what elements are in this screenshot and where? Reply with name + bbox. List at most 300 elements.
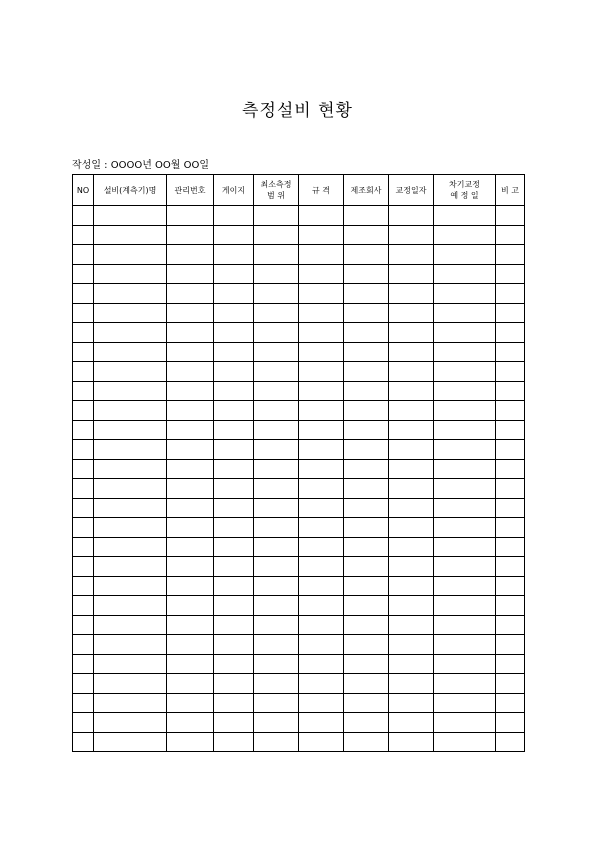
cell-next-calibration-date[interactable]: [434, 225, 496, 245]
cell-management-number[interactable]: [167, 693, 214, 713]
cell-gauge[interactable]: [214, 362, 254, 382]
cell-gauge[interactable]: [214, 303, 254, 323]
cell-next-calibration-date[interactable]: [434, 284, 496, 304]
cell-equipment-name[interactable]: [94, 206, 167, 226]
cell-remarks[interactable]: [496, 654, 525, 674]
cell-calibration-date[interactable]: [389, 420, 434, 440]
cell-remarks[interactable]: [496, 596, 525, 616]
cell-min-measure-range[interactable]: [254, 401, 299, 421]
cell-next-calibration-date[interactable]: [434, 693, 496, 713]
cell-remarks[interactable]: [496, 459, 525, 479]
cell-spec[interactable]: [299, 284, 344, 304]
cell-next-calibration-date[interactable]: [434, 440, 496, 460]
table-row: [73, 284, 525, 304]
table-row: [73, 440, 525, 460]
cell-min-measure-range[interactable]: [254, 303, 299, 323]
cell-min-measure-range[interactable]: [254, 654, 299, 674]
cell-no[interactable]: [73, 362, 94, 382]
date-line: 작성일 : OOOO년 OO월 OO일: [72, 160, 210, 171]
cell-calibration-date[interactable]: [389, 498, 434, 518]
cell-spec[interactable]: [299, 518, 344, 538]
cell-calibration-date[interactable]: [389, 615, 434, 635]
cell-min-measure-range[interactable]: [254, 596, 299, 616]
cell-min-measure-range[interactable]: [254, 459, 299, 479]
cell-remarks[interactable]: [496, 440, 525, 460]
cell-remarks[interactable]: [496, 557, 525, 577]
cell-manufacturer[interactable]: [344, 420, 389, 440]
cell-manufacturer[interactable]: [344, 284, 389, 304]
cell-management-number[interactable]: [167, 245, 214, 265]
cell-gauge[interactable]: [214, 596, 254, 616]
cell-no[interactable]: [73, 693, 94, 713]
cell-management-number[interactable]: [167, 654, 214, 674]
cell-calibration-date[interactable]: [389, 596, 434, 616]
cell-no[interactable]: [73, 420, 94, 440]
cell-manufacturer[interactable]: [344, 245, 389, 265]
cell-no[interactable]: [73, 323, 94, 343]
cell-no[interactable]: [73, 557, 94, 577]
cell-spec[interactable]: [299, 615, 344, 635]
cell-gauge[interactable]: [214, 459, 254, 479]
table-row: [73, 615, 525, 635]
cell-next-calibration-date[interactable]: [434, 576, 496, 596]
cell-equipment-name[interactable]: [94, 654, 167, 674]
cell-equipment-name[interactable]: [94, 693, 167, 713]
cell-equipment-name[interactable]: [94, 264, 167, 284]
cell-next-calibration-date[interactable]: [434, 635, 496, 655]
cell-equipment-name[interactable]: [94, 342, 167, 362]
cell-calibration-date[interactable]: [389, 362, 434, 382]
cell-spec[interactable]: [299, 732, 344, 752]
cell-calibration-date[interactable]: [389, 342, 434, 362]
cell-gauge[interactable]: [214, 440, 254, 460]
cell-management-number[interactable]: [167, 284, 214, 304]
cell-calibration-date[interactable]: [389, 303, 434, 323]
cell-next-calibration-date[interactable]: [434, 342, 496, 362]
cell-min-measure-range[interactable]: [254, 206, 299, 226]
cell-min-measure-range[interactable]: [254, 342, 299, 362]
cell-min-measure-range[interactable]: [254, 440, 299, 460]
cell-no[interactable]: [73, 518, 94, 538]
cell-equipment-name[interactable]: [94, 381, 167, 401]
cell-min-measure-range[interactable]: [254, 732, 299, 752]
cell-gauge[interactable]: [214, 654, 254, 674]
cell-calibration-date[interactable]: [389, 323, 434, 343]
cell-gauge[interactable]: [214, 284, 254, 304]
cell-gauge[interactable]: [214, 557, 254, 577]
cell-next-calibration-date[interactable]: [434, 654, 496, 674]
cell-no[interactable]: [73, 264, 94, 284]
cell-next-calibration-date[interactable]: [434, 420, 496, 440]
cell-manufacturer[interactable]: [344, 342, 389, 362]
cell-equipment-name[interactable]: [94, 401, 167, 421]
table-row: [73, 245, 525, 265]
cell-calibration-date[interactable]: [389, 557, 434, 577]
cell-min-measure-range[interactable]: [254, 615, 299, 635]
cell-spec[interactable]: [299, 576, 344, 596]
cell-remarks[interactable]: [496, 576, 525, 596]
cell-calibration-date[interactable]: [389, 654, 434, 674]
cell-equipment-name[interactable]: [94, 284, 167, 304]
cell-management-number[interactable]: [167, 440, 214, 460]
cell-next-calibration-date[interactable]: [434, 674, 496, 694]
cell-no[interactable]: [73, 615, 94, 635]
cell-remarks[interactable]: [496, 713, 525, 733]
cell-remarks[interactable]: [496, 303, 525, 323]
cell-manufacturer[interactable]: [344, 518, 389, 538]
cell-manufacturer[interactable]: [344, 674, 389, 694]
cell-manufacturer[interactable]: [344, 498, 389, 518]
cell-gauge[interactable]: [214, 206, 254, 226]
header-spec: 규 격: [299, 175, 344, 206]
cell-spec[interactable]: [299, 420, 344, 440]
cell-remarks[interactable]: [496, 479, 525, 499]
cell-no[interactable]: [73, 342, 94, 362]
cell-management-number[interactable]: [167, 459, 214, 479]
cell-min-measure-range[interactable]: [254, 713, 299, 733]
cell-gauge[interactable]: [214, 713, 254, 733]
cell-no[interactable]: [73, 225, 94, 245]
cell-manufacturer[interactable]: [344, 459, 389, 479]
cell-min-measure-range[interactable]: [254, 420, 299, 440]
cell-calibration-date[interactable]: [389, 245, 434, 265]
header-row: [73, 175, 525, 206]
cell-management-number[interactable]: [167, 635, 214, 655]
cell-calibration-date[interactable]: [389, 206, 434, 226]
cell-gauge[interactable]: [214, 537, 254, 557]
cell-gauge[interactable]: [214, 264, 254, 284]
cell-manufacturer[interactable]: [344, 264, 389, 284]
cell-remarks[interactable]: [496, 381, 525, 401]
table-row: [73, 576, 525, 596]
cell-no[interactable]: [73, 206, 94, 226]
cell-spec[interactable]: [299, 401, 344, 421]
cell-equipment-name[interactable]: [94, 713, 167, 733]
cell-remarks[interactable]: [496, 635, 525, 655]
cell-remarks[interactable]: [496, 401, 525, 421]
cell-calibration-date[interactable]: [389, 440, 434, 460]
cell-management-number[interactable]: [167, 381, 214, 401]
cell-manufacturer[interactable]: [344, 362, 389, 382]
cell-management-number[interactable]: [167, 615, 214, 635]
cell-next-calibration-date[interactable]: [434, 303, 496, 323]
header-remarks: 비 고: [496, 175, 525, 206]
cell-gauge[interactable]: [214, 635, 254, 655]
cell-equipment-name[interactable]: [94, 362, 167, 382]
cell-min-measure-range[interactable]: [254, 498, 299, 518]
cell-management-number[interactable]: [167, 479, 214, 499]
cell-calibration-date[interactable]: [389, 479, 434, 499]
table-row: [73, 362, 525, 382]
cell-gauge[interactable]: [214, 420, 254, 440]
cell-equipment-name[interactable]: [94, 323, 167, 343]
cell-no[interactable]: [73, 654, 94, 674]
cell-remarks[interactable]: [496, 284, 525, 304]
cell-min-measure-range[interactable]: [254, 479, 299, 499]
cell-equipment-name[interactable]: [94, 225, 167, 245]
cell-spec[interactable]: [299, 206, 344, 226]
cell-next-calibration-date[interactable]: [434, 518, 496, 538]
cell-manufacturer[interactable]: [344, 303, 389, 323]
cell-no[interactable]: [73, 381, 94, 401]
cell-next-calibration-date[interactable]: [434, 557, 496, 577]
cell-calibration-date[interactable]: [389, 225, 434, 245]
cell-calibration-date[interactable]: [389, 401, 434, 421]
cell-min-measure-range[interactable]: [254, 284, 299, 304]
cell-no[interactable]: [73, 576, 94, 596]
cell-management-number[interactable]: [167, 303, 214, 323]
cell-manufacturer[interactable]: [344, 713, 389, 733]
cell-next-calibration-date[interactable]: [434, 713, 496, 733]
cell-gauge[interactable]: [214, 381, 254, 401]
cell-calibration-date[interactable]: [389, 635, 434, 655]
cell-next-calibration-date[interactable]: [434, 401, 496, 421]
cell-calibration-date[interactable]: [389, 264, 434, 284]
cell-no[interactable]: [73, 401, 94, 421]
cell-management-number[interactable]: [167, 537, 214, 557]
cell-next-calibration-date[interactable]: [434, 206, 496, 226]
cell-no[interactable]: [73, 713, 94, 733]
cell-management-number[interactable]: [167, 420, 214, 440]
cell-next-calibration-date[interactable]: [434, 596, 496, 616]
cell-no[interactable]: [73, 479, 94, 499]
cell-min-measure-range[interactable]: [254, 576, 299, 596]
cell-calibration-date[interactable]: [389, 732, 434, 752]
cell-equipment-name[interactable]: [94, 303, 167, 323]
cell-remarks[interactable]: [496, 206, 525, 226]
cell-gauge[interactable]: [214, 323, 254, 343]
cell-management-number[interactable]: [167, 342, 214, 362]
cell-calibration-date[interactable]: [389, 674, 434, 694]
cell-management-number[interactable]: [167, 206, 214, 226]
cell-remarks[interactable]: [496, 674, 525, 694]
cell-manufacturer[interactable]: [344, 732, 389, 752]
cell-gauge[interactable]: [214, 225, 254, 245]
cell-manufacturer[interactable]: [344, 381, 389, 401]
cell-manufacturer[interactable]: [344, 557, 389, 577]
cell-no[interactable]: [73, 732, 94, 752]
cell-spec[interactable]: [299, 674, 344, 694]
cell-min-measure-range[interactable]: [254, 674, 299, 694]
cell-remarks[interactable]: [496, 498, 525, 518]
cell-next-calibration-date[interactable]: [434, 615, 496, 635]
cell-next-calibration-date[interactable]: [434, 459, 496, 479]
cell-manufacturer[interactable]: [344, 615, 389, 635]
cell-equipment-name[interactable]: [94, 440, 167, 460]
cell-no[interactable]: [73, 537, 94, 557]
cell-gauge[interactable]: [214, 498, 254, 518]
table-row: [73, 674, 525, 694]
cell-calibration-date[interactable]: [389, 459, 434, 479]
cell-remarks[interactable]: [496, 732, 525, 752]
cell-spec[interactable]: [299, 381, 344, 401]
header-no: NO: [73, 175, 94, 206]
cell-spec[interactable]: [299, 596, 344, 616]
cell-remarks[interactable]: [496, 225, 525, 245]
cell-remarks[interactable]: [496, 420, 525, 440]
cell-equipment-name[interactable]: [94, 479, 167, 499]
cell-management-number[interactable]: [167, 498, 214, 518]
cell-management-number[interactable]: [167, 557, 214, 577]
cell-remarks[interactable]: [496, 693, 525, 713]
cell-next-calibration-date[interactable]: [434, 498, 496, 518]
cell-min-measure-range[interactable]: [254, 362, 299, 382]
cell-no[interactable]: [73, 596, 94, 616]
cell-spec[interactable]: [299, 635, 344, 655]
cell-no[interactable]: [73, 459, 94, 479]
cell-next-calibration-date[interactable]: [434, 245, 496, 265]
cell-manufacturer[interactable]: [344, 225, 389, 245]
cell-equipment-name[interactable]: [94, 615, 167, 635]
cell-equipment-name[interactable]: [94, 420, 167, 440]
cell-manufacturer[interactable]: [344, 654, 389, 674]
cell-calibration-date[interactable]: [389, 284, 434, 304]
table-row: [73, 654, 525, 674]
cell-calibration-date[interactable]: [389, 693, 434, 713]
cell-remarks[interactable]: [496, 245, 525, 265]
cell-equipment-name[interactable]: [94, 674, 167, 694]
cell-gauge[interactable]: [214, 342, 254, 362]
cell-management-number[interactable]: [167, 401, 214, 421]
cell-gauge[interactable]: [214, 674, 254, 694]
cell-next-calibration-date[interactable]: [434, 479, 496, 499]
cell-management-number[interactable]: [167, 596, 214, 616]
cell-manufacturer[interactable]: [344, 206, 389, 226]
cell-spec[interactable]: [299, 303, 344, 323]
cell-remarks[interactable]: [496, 342, 525, 362]
cell-spec[interactable]: [299, 537, 344, 557]
cell-manufacturer[interactable]: [344, 576, 389, 596]
cell-remarks[interactable]: [496, 537, 525, 557]
cell-manufacturer[interactable]: [344, 479, 389, 499]
cell-calibration-date[interactable]: [389, 537, 434, 557]
cell-spec[interactable]: [299, 557, 344, 577]
cell-gauge[interactable]: [214, 615, 254, 635]
cell-equipment-name[interactable]: [94, 635, 167, 655]
cell-min-measure-range[interactable]: [254, 323, 299, 343]
cell-spec[interactable]: [299, 693, 344, 713]
cell-no[interactable]: [73, 303, 94, 323]
cell-next-calibration-date[interactable]: [434, 537, 496, 557]
cell-no[interactable]: [73, 674, 94, 694]
cell-remarks[interactable]: [496, 518, 525, 538]
table-row: [73, 693, 525, 713]
equipment-table: [72, 174, 525, 752]
cell-no[interactable]: [73, 498, 94, 518]
cell-min-measure-range[interactable]: [254, 537, 299, 557]
cell-management-number[interactable]: [167, 732, 214, 752]
cell-spec[interactable]: [299, 323, 344, 343]
cell-min-measure-range[interactable]: [254, 264, 299, 284]
cell-gauge[interactable]: [214, 401, 254, 421]
cell-manufacturer[interactable]: [344, 537, 389, 557]
cell-gauge[interactable]: [214, 518, 254, 538]
cell-next-calibration-date[interactable]: [434, 732, 496, 752]
cell-gauge[interactable]: [214, 479, 254, 499]
cell-management-number[interactable]: [167, 713, 214, 733]
cell-calibration-date[interactable]: [389, 713, 434, 733]
cell-no[interactable]: [73, 635, 94, 655]
cell-next-calibration-date[interactable]: [434, 323, 496, 343]
cell-remarks[interactable]: [496, 323, 525, 343]
cell-no[interactable]: [73, 440, 94, 460]
cell-min-measure-range[interactable]: [254, 245, 299, 265]
cell-equipment-name[interactable]: [94, 732, 167, 752]
cell-manufacturer[interactable]: [344, 323, 389, 343]
cell-equipment-name[interactable]: [94, 596, 167, 616]
cell-management-number[interactable]: [167, 362, 214, 382]
cell-manufacturer[interactable]: [344, 440, 389, 460]
cell-spec[interactable]: [299, 225, 344, 245]
table-row: [73, 557, 525, 577]
cell-calibration-date[interactable]: [389, 381, 434, 401]
cell-min-measure-range[interactable]: [254, 518, 299, 538]
cell-equipment-name[interactable]: [94, 459, 167, 479]
cell-spec[interactable]: [299, 713, 344, 733]
cell-management-number[interactable]: [167, 576, 214, 596]
cell-min-measure-range[interactable]: [254, 557, 299, 577]
cell-spec[interactable]: [299, 245, 344, 265]
cell-min-measure-range[interactable]: [254, 635, 299, 655]
cell-manufacturer[interactable]: [344, 596, 389, 616]
cell-management-number[interactable]: [167, 225, 214, 245]
cell-equipment-name[interactable]: [94, 557, 167, 577]
cell-remarks[interactable]: [496, 362, 525, 382]
cell-spec[interactable]: [299, 498, 344, 518]
cell-no[interactable]: [73, 284, 94, 304]
cell-spec[interactable]: [299, 440, 344, 460]
cell-gauge[interactable]: [214, 576, 254, 596]
cell-management-number[interactable]: [167, 518, 214, 538]
cell-equipment-name[interactable]: [94, 537, 167, 557]
cell-min-measure-range[interactable]: [254, 693, 299, 713]
cell-management-number[interactable]: [167, 323, 214, 343]
cell-next-calibration-date[interactable]: [434, 381, 496, 401]
cell-min-measure-range[interactable]: [254, 225, 299, 245]
header-manufacturer: 제조회사: [344, 175, 389, 206]
cell-gauge[interactable]: [214, 732, 254, 752]
cell-manufacturer[interactable]: [344, 635, 389, 655]
cell-spec[interactable]: [299, 342, 344, 362]
cell-manufacturer[interactable]: [344, 401, 389, 421]
cell-remarks[interactable]: [496, 615, 525, 635]
cell-spec[interactable]: [299, 264, 344, 284]
cell-no[interactable]: [73, 245, 94, 265]
cell-equipment-name[interactable]: [94, 576, 167, 596]
cell-min-measure-range[interactable]: [254, 381, 299, 401]
table-row: [73, 498, 525, 518]
cell-management-number[interactable]: [167, 674, 214, 694]
cell-equipment-name[interactable]: [94, 245, 167, 265]
cell-equipment-name[interactable]: [94, 498, 167, 518]
cell-calibration-date[interactable]: [389, 518, 434, 538]
cell-spec[interactable]: [299, 459, 344, 479]
cell-gauge[interactable]: [214, 693, 254, 713]
cell-calibration-date[interactable]: [389, 576, 434, 596]
cell-gauge[interactable]: [214, 245, 254, 265]
cell-spec[interactable]: [299, 362, 344, 382]
header-min-measure-range: 최소측정 범 위: [254, 175, 299, 206]
cell-remarks[interactable]: [496, 264, 525, 284]
cell-manufacturer[interactable]: [344, 693, 389, 713]
cell-next-calibration-date[interactable]: [434, 362, 496, 382]
cell-equipment-name[interactable]: [94, 518, 167, 538]
cell-spec[interactable]: [299, 479, 344, 499]
page-title: 측정설비 현황: [242, 101, 353, 121]
cell-management-number[interactable]: [167, 264, 214, 284]
cell-spec[interactable]: [299, 654, 344, 674]
cell-next-calibration-date[interactable]: [434, 264, 496, 284]
